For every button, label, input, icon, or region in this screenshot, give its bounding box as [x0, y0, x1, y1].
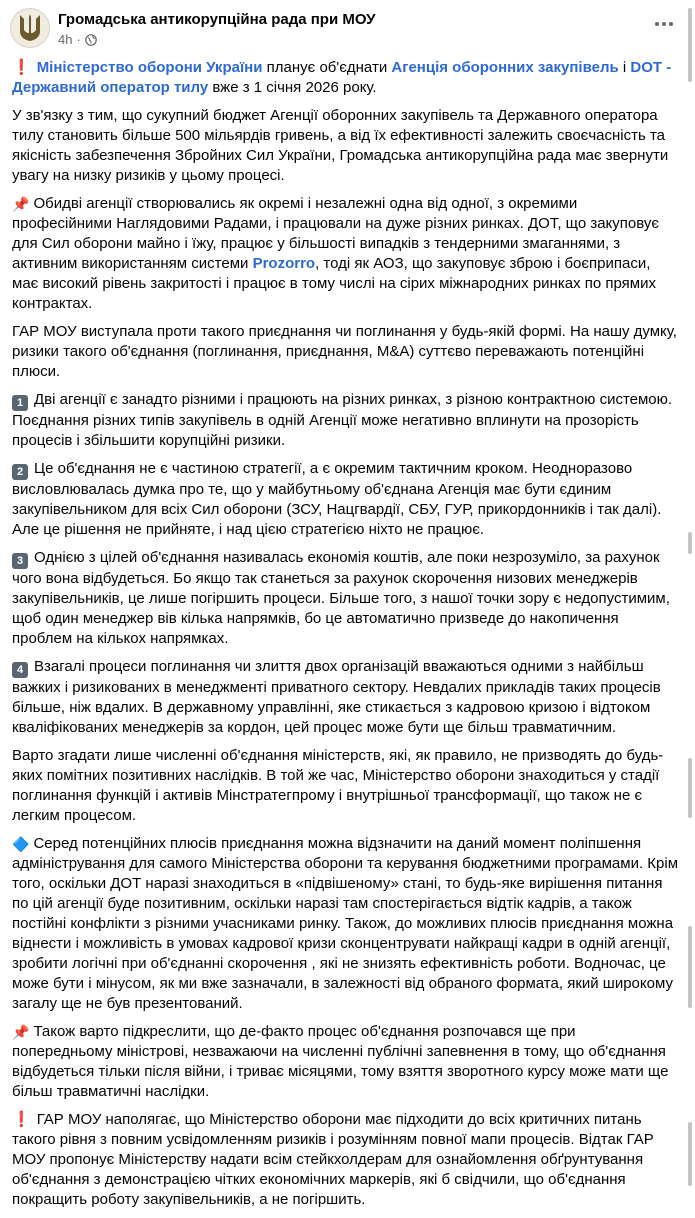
scrollbar-thumb[interactable]	[688, 8, 692, 82]
paragraph-budget: У зв'язку з тим, що сукупний бюджет Агенції оборонних закупівель та Державного оператора тилу становить більше 500 мільярдів гривень, а від їх ефективності залежить своєчасність та якісність забезпечення Збройних Сил України, Громадська антикорупційна рада має звернути увагу на низку ризиків у цьому процесі.	[12, 107, 669, 184]
post-meta	[58, 32, 97, 47]
paragraph-pluses	[12, 834, 678, 1014]
post-header	[0, 0, 684, 58]
point-2-text: Це об'єднання не є частиною стратегії, а є окремим тактичним кроком. Неодноразово висловлювалась думка про те, що у майбутньому об'єднана Агенція має бути єдиним закупівельником для всіх Сил оборони (ЗСУ, Нацгвардії, СБУ, ГУР, прикордонників і так далі). Але це рішення не прийняте, і над цією стратегією ніхто не працює.	[12, 460, 662, 538]
pluses-text: Серед потенційних плюсів приєднання можна відзначити на даний момент поліпшення адміністрування для самого Міністерства оборони та керування бюджетними програмами. Крім того, оскільки ДОТ наразі знаходиться в «підвішеному» стані, то будь-яке вирішення питання по цій агенції буде позитивним, оскільки наразі там спостерігається відтік кадрів, а також постійні конфлікти з різними учасниками ринку. Також, до можливих плюсів приєднання можна віднести і можливість в умовах кадрової кризи сконцентрувати найкращі кадри в одній агенції, зробити логічні при об'єднанні скорочення , які не знизять ефективність роботи. Водночас, це може бути і мінусом, як ми вже зазначали, в залежності від обраного формата, який широкому загалу ще не був презентований.	[12, 835, 679, 1012]
scrollbar-marker	[688, 926, 692, 1008]
conclusion-text: ГАР МОУ наполягає, що Міністерство оборони має підходити до всіх критичних питань такого рівня з повним усвідомленням ризиків і розумінням повної мапи процесів. Відтак ГАР МОУ пропонує Міністерству надати всім стейкхолдерам для ознайомлення обґрунтування об'єднання з демонстрацією чітких економічних маркерів, які б свідчили, що об'єднання покращить роботу закупівельників, а не погіршить.	[12, 1111, 654, 1208]
scrollbar-marker	[688, 758, 692, 818]
paragraph-position: ГАР МОУ виступала проти такого приєднання чи поглинання у будь-якій формі. На нашу думку, ризики такого об'єднання (поглинання, приєднання, M&A) суттєво переважають потенційні плюси.	[12, 323, 677, 380]
scrollbar[interactable]	[684, 0, 695, 1186]
more-options-button[interactable]	[650, 14, 678, 34]
link-mou[interactable]: Міністерство оборони України	[36, 59, 263, 76]
keycap-1-icon: 1	[12, 395, 28, 411]
trident-logo-icon	[17, 13, 43, 43]
page-avatar[interactable]	[10, 8, 50, 48]
paragraph-ministries: Варто згадати лише численні об'єднання міністерств, які, як правило, не призводять до будь-яких помітних позитивних наслідків. В той же час, Міністерство оборони знаходиться у стадії поглинання функцій і активів Мінстратегпрому і внутрішньої трансформації, що також не є легким процесом.	[12, 747, 664, 824]
paragraph-intro	[12, 58, 678, 98]
intro-text-1: планує об'єднати	[262, 59, 392, 76]
paragraph-conclusion	[12, 1110, 678, 1210]
pushpin-icon: 📌	[12, 1024, 30, 1040]
intro-text-3: вже з 1 січня 2026 року.	[208, 79, 377, 96]
paragraph-point-2	[12, 459, 678, 540]
paragraph-point-3	[12, 548, 678, 649]
link-prozorro[interactable]: Prozorro	[252, 255, 316, 272]
page-name[interactable]: Громадська антикорупційна рада при МОУ	[58, 11, 376, 28]
more-options-icon	[654, 21, 674, 27]
link-aoz[interactable]: Агенція оборонних закупівель	[391, 59, 619, 76]
globe-icon	[85, 34, 97, 46]
point-1-text: Дві агенції є занадто різними і працюють на різних ринках, з різною контрактною системою. Поєднання різних типів закупівель в одній Агенції може негативно вплинути на прозорість процесів і збільшити корупційні ризики.	[12, 391, 673, 449]
exclamation-icon: ❗	[12, 1111, 31, 1128]
agencies-text-2: , тоді як АОЗ, що закуповує зброю і боєприпаси, має високий рівень закритості і працює в тому числі на сірих міжнародних ринках по прямих контрактах.	[12, 255, 656, 312]
keycap-2-icon: 2	[12, 464, 28, 480]
link-dot[interactable]: DOT - Державний оператор тилу	[12, 59, 672, 96]
paragraph-point-1	[12, 390, 678, 451]
scrollbar-marker	[688, 1122, 692, 1186]
agencies-text-1: Обидві агенції створювались як окремі і незалежні одна від одної, з окремими професійними Наглядовими Радами, і працювали на дуже різних ринках. ДОТ, що закуповує для Сил оборони майно і їжу, працює у більшості випадків з тендерними змаганнями, з активним використанням системи	[12, 195, 660, 272]
point-4-text: Взагалі процеси поглинання чи злиття двох організацій вважаються одними з найбільш важких і ризикованих в менеджменті приватного сектору. Невдалих прикладів таких процесів більше, ніж вдалих. В державному управлінні, яке стикається з кадровою кризою і відтоком кваліфікованих менеджерів за кордон, цей процес може бути ще більш травматичним.	[12, 658, 661, 736]
post-time[interactable]: 4h	[58, 32, 73, 47]
exclamation-icon: ❗	[12, 59, 31, 76]
blue-diamond-icon: 🔷	[12, 836, 30, 852]
de-facto-text: Також варто підкреслити, що де-факто процес об'єднання розпочався ще при попередньому міністрові, незважаючи на численні публічні запевнення в тому, що об'єднання відбудеться тільки після війни, і триває місяцями, тому взяття зворотного курсу може мати ще більш травматичні наслідки.	[12, 1023, 669, 1100]
point-3-text: Однією з цілей об'єднання називалась економія коштів, але поки незрозуміло, за рахунок чого вона відбудеться. Бо якщо так станеться за рахунок скорочення низових менеджерів закупівельників, це лише погіршить процеси. Більше того, з нашої точки зору є недопустимим, щоб один менеджер вів кілька напрямків, бо це автоматично призведе до накопичення проблем на кількох напрямках.	[12, 549, 670, 647]
keycap-4-icon: 4	[12, 662, 28, 678]
pushpin-icon: 📌	[12, 196, 30, 212]
post-body	[12, 58, 678, 1218]
paragraph-de-facto	[12, 1022, 678, 1102]
meta-separator: ·	[76, 32, 81, 47]
paragraph-point-4	[12, 657, 678, 738]
intro-text-2: і	[618, 59, 631, 76]
scrollbar-marker	[688, 532, 692, 554]
keycap-3-icon: 3	[12, 553, 28, 569]
paragraph-agencies	[12, 194, 678, 314]
